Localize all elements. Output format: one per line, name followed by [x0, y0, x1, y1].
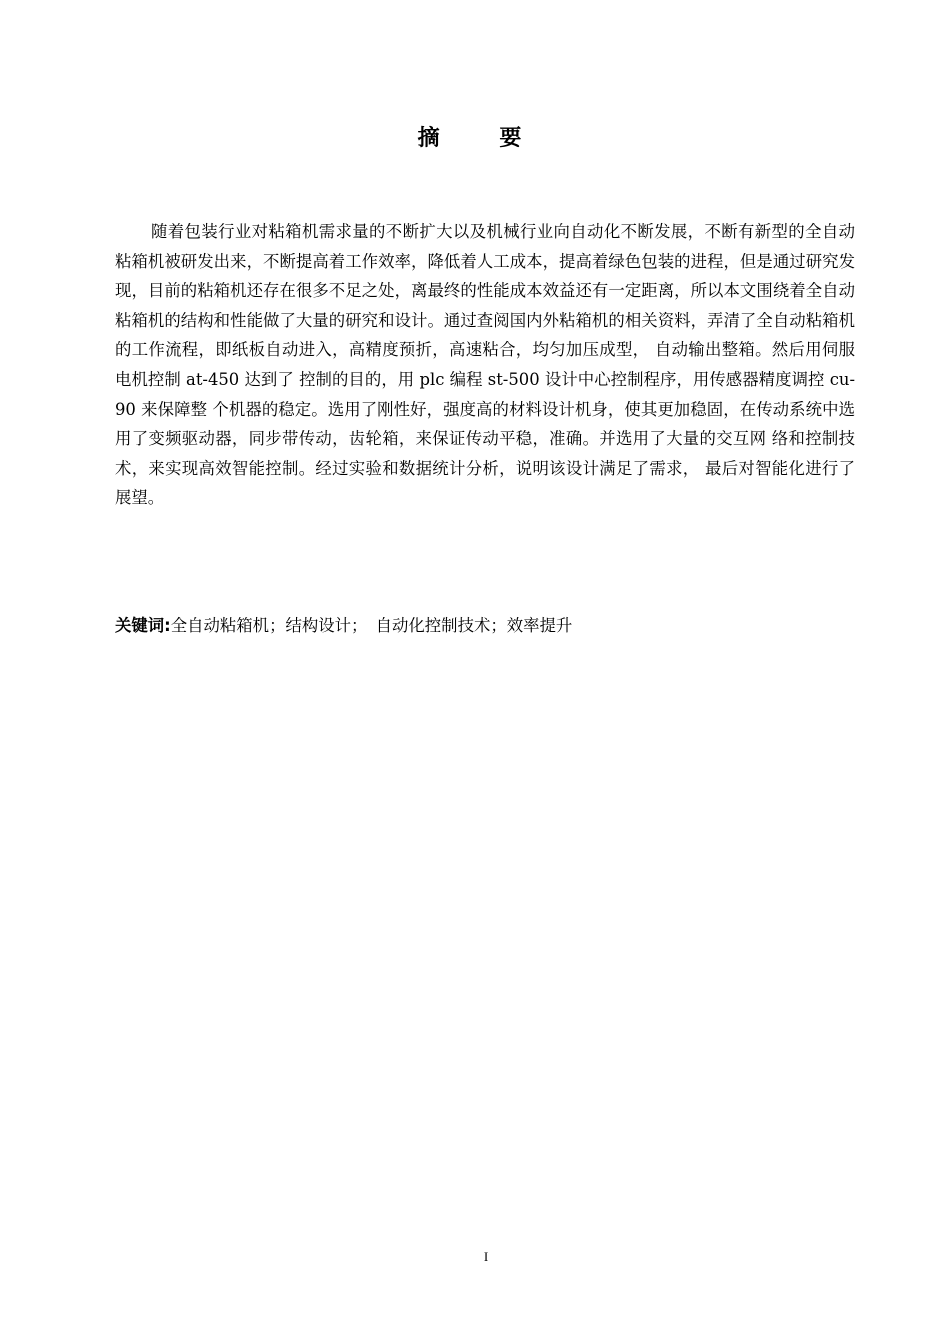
keywords-line [115, 613, 855, 639]
page-number: I [483, 1249, 489, 1264]
page-title: 摘 要 [417, 125, 548, 151]
keywords-text: 全自动粘箱机；结构设计； 自动化控制技术；效率提升 [170, 616, 573, 635]
abstract-paragraph: 随着包装行业对粘箱机需求量的不断扩大以及机械行业向自动化不断发展，不断有新型的全自动粘箱机被研发出来，不断提高着工作效率，降低着人工成本，提高着绿色包装的进程，但是通过研究发现，目前的粘箱机还存在很多不足之处，离最终的性能成本效益还有一定距离，所以本文围绕着全自动粘箱机的结构和性能做了大量的研究和设计。通过查阅国内外粘箱机的相关资料，弄清了全自动粘箱机的工作流程，即纸板自动进入，高精度预折，高速粘合，均匀加压成型， 自动输出整箱。然后用伺服电机控制 at-450 达到了 控制的目的，用 plc 编程 st-500 设计中心控制程序，用传感器精度调控 cu-90 来保障整 个机器的稳定。选用了刚性好，强度高的材料设计机身，使其更加稳固，在传动系统中选 用了变频驱动器，同步带传动，齿轮箱，来保证传动平稳，准确。并选用了大量的交互网 络和控制技术，来实现高效智能控制。经过实验和数据统计分析，说明该设计满足了需求， 最后对智能化进行了展望。 [115, 222, 855, 508]
keywords-label: 关键词: [115, 616, 171, 635]
